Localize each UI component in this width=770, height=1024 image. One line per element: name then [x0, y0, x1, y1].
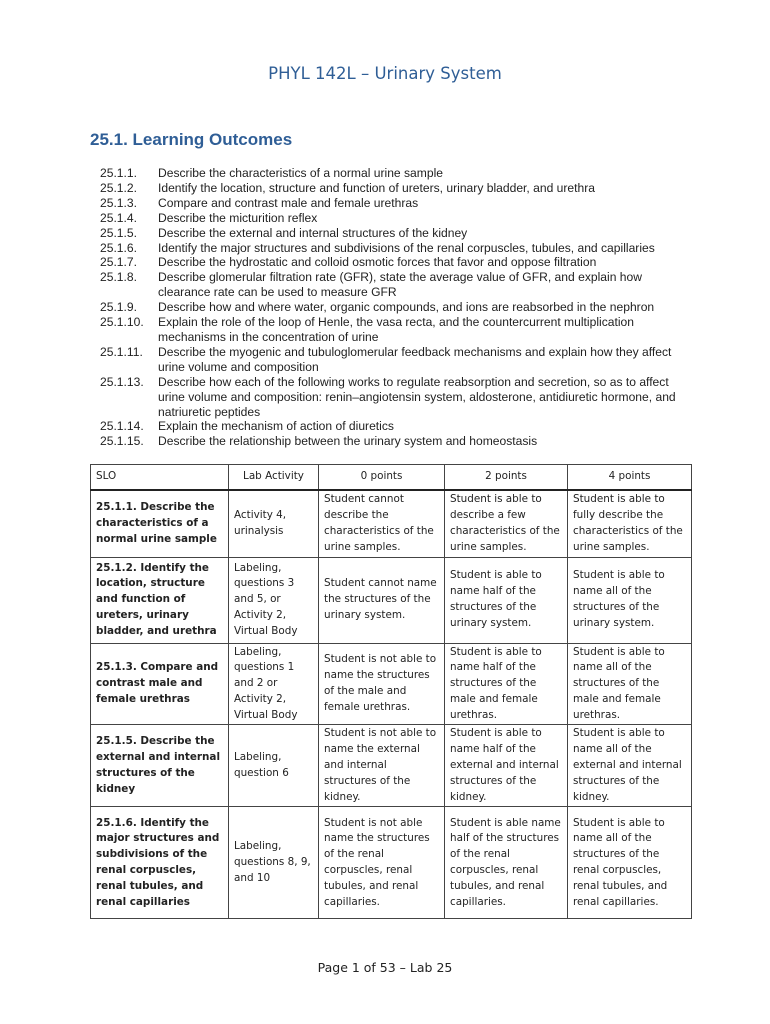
- outcome-item: [100, 226, 690, 241]
- outcome-text: Describe the hydrostatic and colloid osmotic forces that favor and oppose filtration: [158, 255, 597, 270]
- cell-lab-activity: Activity 4, urinalysis: [229, 490, 319, 557]
- table-row: [91, 557, 692, 643]
- table-row: [91, 490, 692, 557]
- outcome-text: Describe glomerular filtration rate (GFR), state the average value of GFR, and explain how clearance rate can be used to measure GFR: [158, 270, 642, 300]
- cell-4-points: Student is able to fully describe the characteristics of the urine samples.: [568, 490, 692, 557]
- outcome-text: Describe the micturition reflex: [158, 210, 318, 225]
- cell-slo: 25.1.1. Describe the characteristics of a normal urine sample: [91, 490, 229, 557]
- outcome-item: [100, 315, 690, 345]
- cell-2-points: Student is able name half of the structures of the renal corpuscles, renal tubules, and renal capillaries.: [445, 807, 568, 919]
- header-0-points: 0 points: [319, 465, 445, 491]
- outcome-text: Describe the characteristics of a normal urine sample: [158, 166, 443, 180]
- outcome-text: Describe the relationship between the urinary system and homeostasis: [158, 434, 538, 449]
- outcome-number: 25.1.6.: [100, 240, 137, 255]
- outcome-text: Describe the external and internal structures of the kidney: [158, 225, 468, 240]
- cell-0-points: Student is not able to name the external and internal structures of the kidney.: [319, 725, 445, 807]
- cell-slo: 25.1.6. Identify the major structures and subdivisions of the renal corpuscles, renal tubules, and renal capillaries: [91, 807, 229, 919]
- outcome-item: [100, 300, 690, 315]
- outcome-item: [100, 255, 690, 270]
- outcome-number: 25.1.3.: [100, 195, 137, 210]
- outcome-text: Describe how and where water, organic compounds, and ions are reabsorbed in the nephron: [158, 300, 655, 315]
- cell-4-points: Student is able to name all of the structures of the urinary system.: [568, 557, 692, 643]
- outcome-text: Identify the location, structure and function of ureters, urinary bladder, and urethra: [158, 180, 595, 195]
- outcome-number: 25.1.9.: [100, 300, 137, 315]
- outcome-number: 25.1.1.: [100, 166, 137, 180]
- cell-4-points: Student is able to name all of the structures of the male and female urethras.: [568, 643, 692, 725]
- outcome-item: [100, 241, 690, 256]
- outcome-number: 25.1.4.: [100, 210, 137, 225]
- cell-lab-activity: Labeling, questions 1 and 2 or Activity 2, Virtual Body: [229, 643, 319, 725]
- cell-2-points: Student is able to name half of the structures of the urinary system.: [445, 557, 568, 643]
- outcome-number: 25.1.14.: [100, 419, 144, 434]
- cell-slo: 25.1.5. Describe the external and internal structures of the kidney: [91, 725, 229, 807]
- table-row: [91, 643, 692, 725]
- learning-outcomes-list: [100, 166, 690, 449]
- outcome-number: 25.1.10.: [100, 315, 144, 330]
- outcome-number: 25.1.7.: [100, 255, 137, 270]
- outcome-item: [100, 345, 690, 375]
- cell-lab-activity: Labeling, question 6: [229, 725, 319, 807]
- table-row: [91, 807, 692, 919]
- section-heading: 25.1. Learning Outcomes: [90, 130, 293, 149]
- outcome-number: 25.1.13.: [100, 374, 144, 389]
- cell-0-points: Student is not able to name the structures of the male and female urethras.: [319, 643, 445, 725]
- rubric-table: [90, 464, 692, 919]
- cell-0-points: Student cannot describe the characteristics of the urine samples.: [319, 490, 445, 557]
- document-title: PHYL 142L – Urinary System: [268, 64, 502, 83]
- header-slo: SLO: [91, 465, 229, 491]
- outcome-item: [100, 211, 690, 226]
- outcome-number: 25.1.2.: [100, 180, 137, 195]
- page-footer: Page 1 of 53 – Lab 25: [317, 960, 453, 975]
- outcome-text: Explain the mechanism of action of diuretics: [158, 419, 394, 434]
- cell-0-points: Student cannot name the structures of the urinary system.: [319, 557, 445, 643]
- header-2-points: 2 points: [445, 465, 568, 491]
- outcome-item: [100, 375, 690, 420]
- cell-lab-activity: Labeling, questions 3 and 5, or Activity 2, Virtual Body: [229, 557, 319, 643]
- cell-4-points: Student is able to name all of the structures of the renal corpuscles, renal tubules, and renal capillaries.: [568, 807, 692, 919]
- cell-slo: 25.1.2. Identify the location, structure and function of ureters, urinary bladder, and urethra: [91, 557, 229, 643]
- cell-0-points: Student is not able name the structures of the renal corpuscles, renal tubules, and renal capillaries.: [319, 807, 445, 919]
- cell-slo: 25.1.3. Compare and contrast male and female urethras: [91, 643, 229, 725]
- outcome-number: 25.1.8.: [100, 270, 137, 285]
- outcome-item: [100, 196, 690, 211]
- outcome-item: [100, 270, 690, 300]
- outcome-text: Describe the myogenic and tubuloglomerular feedback mechanisms and explain how they affect urine volume and composition: [158, 344, 672, 374]
- table-header-row: [91, 465, 692, 491]
- cell-lab-activity: Labeling, questions 8, 9, and 10: [229, 807, 319, 919]
- cell-2-points: Student is able to describe a few characteristics of the urine samples.: [445, 490, 568, 557]
- outcome-number: 25.1.11.: [100, 344, 143, 359]
- header-lab-activity: Lab Activity: [229, 465, 319, 491]
- outcome-text: Compare and contrast male and female urethras: [158, 195, 419, 210]
- outcome-number: 25.1.5.: [100, 225, 137, 240]
- outcome-text: Describe how each of the following works to regulate reabsorption and secretion, so as to affect urine volume and composition: renin–angiotensin system, aldosterone, antidiuretic hormone, and natriuretic peptides: [158, 374, 676, 419]
- cell-4-points: Student is able to name all of the external and internal structures of the kidney.: [568, 725, 692, 807]
- outcome-text: Identify the major structures and subdivisions of the renal corpuscles, tubules, and capillaries: [158, 240, 655, 255]
- outcome-item: [100, 419, 690, 434]
- outcome-text: Explain the role of the loop of Henle, the vasa recta, and the countercurrent multiplication mechanisms in the concentration of urine: [158, 315, 634, 344]
- outcome-item: [100, 166, 690, 181]
- outcome-item: [100, 181, 690, 196]
- outcome-item: [100, 434, 690, 449]
- cell-2-points: Student is able to name half of the external and internal structures of the kidney.: [445, 725, 568, 807]
- header-4-points: 4 points: [568, 465, 692, 491]
- outcome-number: 25.1.15.: [100, 434, 144, 449]
- cell-2-points: Student is able to name half of the structures of the male and female urethras.: [445, 643, 568, 725]
- table-row: [91, 725, 692, 807]
